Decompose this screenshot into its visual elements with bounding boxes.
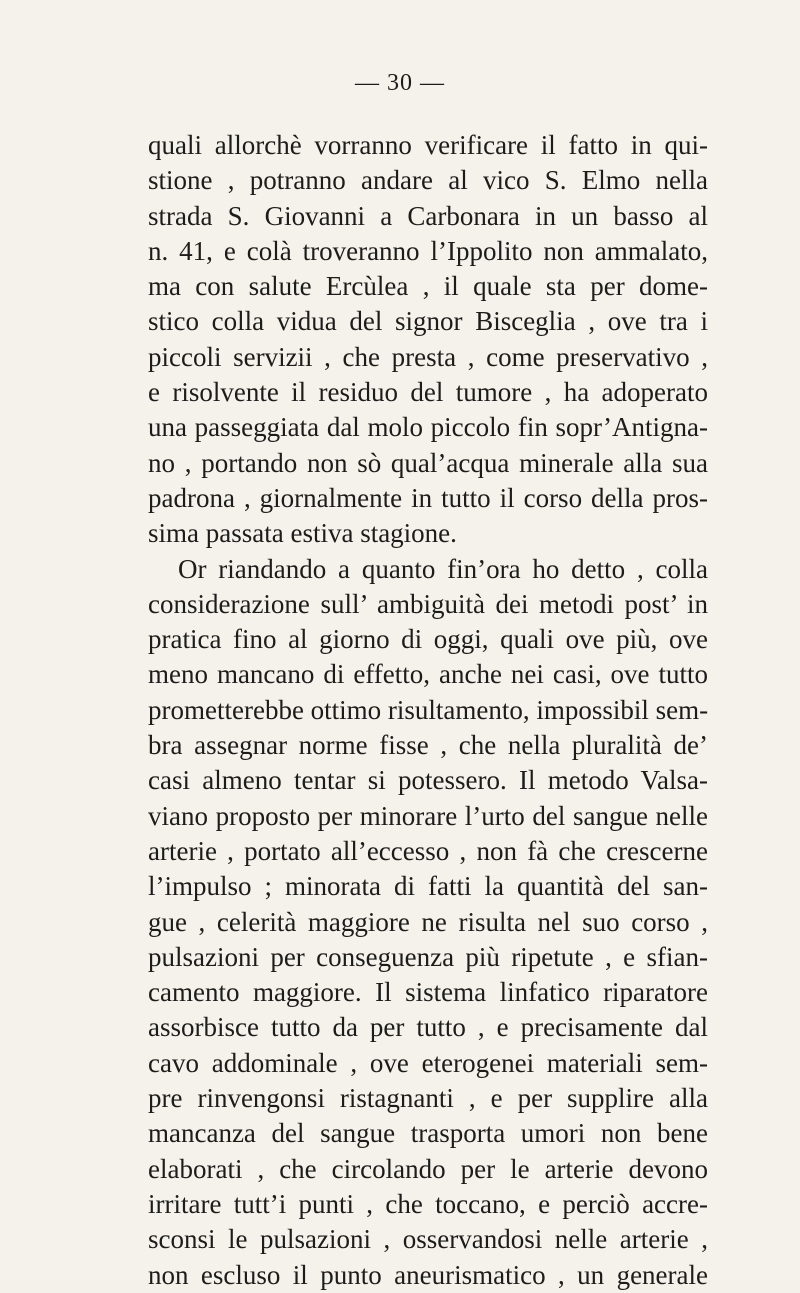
text-line: sconsi le pulsazioni , osservandosi nelle arterie , [148,1224,708,1255]
text-line: meno mancano di effetto, anche nei casi, ove tutto [148,659,708,690]
text-line: ma con salute Ercùlea , il quale sta per dome- [148,271,708,302]
text-line: arterie , portato all’eccesso , non fà che crescerne [148,835,708,866]
text-line: non escluso il punto aneurismatico , un generale [148,1259,708,1290]
text-line: viano proposto per minorare l’urto del sangue nelle [148,800,708,831]
text-line: piccoli servizii , che presta , come preservativo , [148,341,708,372]
text-line: considerazione sull’ ambiguità dei metodi post’ in [148,588,708,619]
text-line: no , portando non sò qual’acqua minerale alla sua [148,447,708,478]
text-line: pre rinvengonsi ristagnanti , e per supplire alla [148,1083,708,1114]
text-line: pratica fino al giorno di oggi, quali ove più, ove [148,624,708,655]
text-line: l’impulso ; minorata di fatti la quantità del san- [148,871,708,902]
text-line: gue , celerità maggiore ne risulta nel suo corso , [148,906,708,937]
text-line: e risolvente il residuo del tumore , ha adoperato [148,377,708,408]
text-line: quali allorchè vorranno verificare il fatto in qui- [148,130,708,160]
text-line: una passeggiata dal molo piccolo fin sopr’Antigna- [148,412,708,443]
text-line: Or riandando a quanto fin’ora ho detto , colla [178,553,708,584]
text-line: stico colla vidua del signor Bisceglia , ove tra i [148,306,708,337]
page-number-header: — 30 — [355,70,445,96]
text-line: pulsazioni per conseguenza più ripetute , e sfian- [148,941,708,972]
text-line: prometterebbe ottimo risultamento, impossibil sem- [148,694,709,725]
text-line: strada S. Giovanni a Carbonara in un basso al [148,200,708,231]
text-line: sima passata estiva stagione. [148,518,457,549]
text-line: mancanza del sangue trasporta umori non bene [148,1118,708,1149]
text-line: stione , potranno andare al vico S. Elmo nella [148,165,708,196]
text-line: bra assegnar norme fisse , che nella pluralità de’ [148,730,708,761]
text-line: elaborati , che circolando per le arterie devono [148,1153,708,1184]
text-line: n. 41, e colà troveranno l’Ippolito non ammalato, [148,235,708,266]
body-text [148,128,708,1293]
text-line: irritare tutt’i punti , che toccano, e perciò accre- [148,1188,708,1219]
text-line: cavo addominale , ove eterogenei materiali sem- [148,1047,708,1078]
text-line: assorbisce tutto da per tutto , e precisamente dal [148,1012,708,1043]
text-line: camento maggiore. Il sistema linfatico riparatore [148,977,708,1008]
text-line: casi almeno tentar si potessero. Il metodo Valsa- [148,765,708,796]
text-line: padrona , giornalmente in tutto il corso della pros- [148,482,708,513]
